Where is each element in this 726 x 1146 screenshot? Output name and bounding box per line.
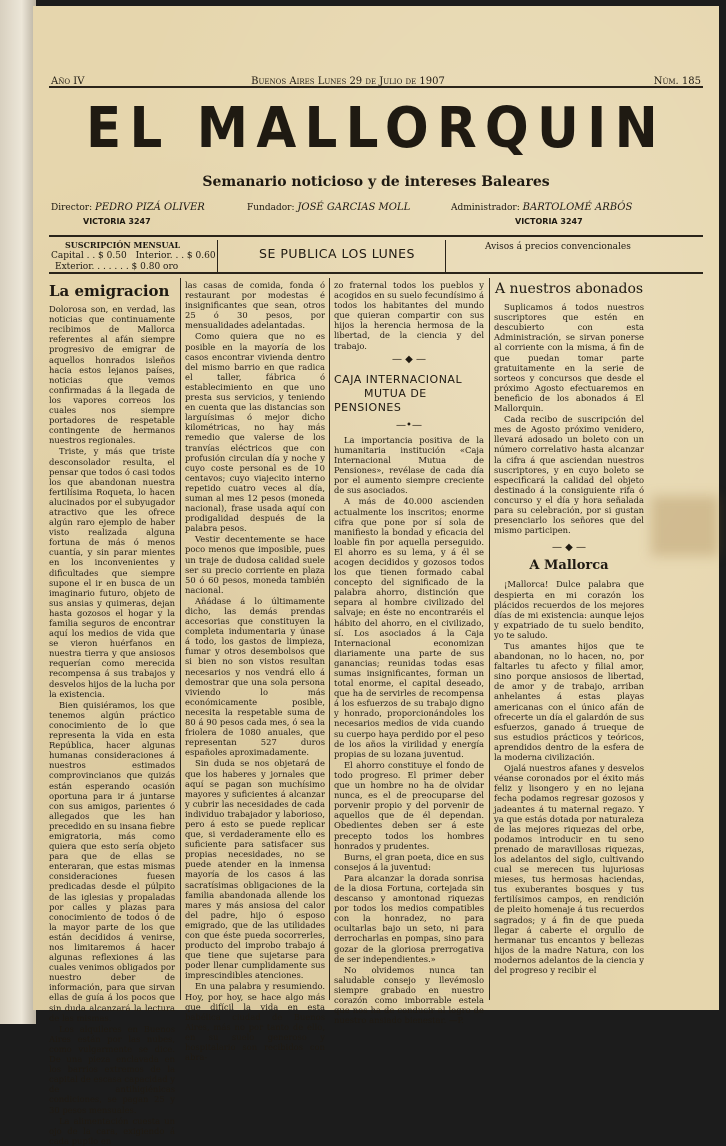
founder-label: Fundador: (247, 203, 295, 213)
section-title (334, 373, 484, 415)
divider (217, 240, 218, 272)
paragraph: Los alquileres en Buenos Aires están por las nubes, como vulgarmente se dice. De una pieza enclavada en los barrios extremos de la capital de escasa capacidad y de antihigiénicas condiciones, se pagan 25 y 30 pesos mensuales. (49, 1023, 175, 1115)
paragraph: En una palabra y resumiendo. Hoy, por hoy, se hace algo más que difícil la vida en esta babélica ciudad de Buenos Aires, más no por tanto de ello, en su suelo generoso y hospitalario son recibidos con abra- (185, 981, 325, 1063)
paragraph: Ojalá nuestros afanes y desvelos véanse coronados por el éxito más feliz y lisongero y en no lejana fecha podamos regresar gozosos y jadeantes á tu maternal regazo. Y ya que estás dotada por naturaleza de las mejores riquezas del orbe, podamos introducir en tu seno prenado de maravillosas riquezas, los adelantos del siglo, cultivando cual se merecen tus lujuriosas mieses, tus hermosas haciendas, tus exuberantes bosques y tus fertilísimos campos, en rendición de pleito homenaje á tus recuerdos sagrados; y á fin de que pueda llegar á caberte el orgullo de hermanar tus encantos y bellezas hijos de la madre Natura, con los modernos adelantos de la ciencia y del progreso y recibir el (494, 763, 644, 975)
admin-name: BARTOLOMÉ ARBÓS (522, 202, 633, 213)
director-name: PEDRO PIZÁ OLIVER (95, 202, 205, 213)
director-label: Director: (51, 203, 93, 213)
ornament: — ◆ — (391, 353, 427, 365)
column-abonados (494, 280, 644, 1004)
ornament: —•— (396, 419, 422, 431)
paragraph: Suplicamos á todos nuestros suscriptores que estén en descubierto con esta Administración, se sirvan ponerse al corriente con la misma, á fin de que puedan tomar parte gratuitamente en la serie de sorteos y concursos que desde el próximo Agosto efectuaremos en beneficio de los abonados á El Mallorquin. (494, 302, 644, 414)
column-rule (489, 278, 490, 1000)
paragraph: Tus amantes hijos que te abandonan, no lo hacen, no, por faltarles tu afecto y filial amor, sino porque ansiosos de libertad, de amor y de trabajo, arriban anhelantes á estas playas americanas con el único afán de ofrecerte un día el galardón de sus esfuerzos, ganado á trueque de sus estudios prácticos y teóricos, aprendidos dentro de la esfera de la moderna civilización. (494, 641, 644, 763)
section-title-line2: MUTUA DE PENSIONES (334, 386, 427, 414)
newspaper-subtitle: Semanario noticioso y de intereses Baleares (202, 174, 550, 190)
ornament: — ◆ — (551, 542, 587, 554)
subscription-capital: Capital . . $ 0.50 (51, 251, 127, 261)
column-caja (334, 280, 484, 1026)
paragraph: La alimentación cuesta un ojo de la cara, exigiendo á cada pupilo en (49, 1115, 175, 1146)
subscription-exterior: Exterior. . . . . . . $ 0.80 oro (55, 262, 179, 272)
stain (651, 496, 719, 556)
masthead-rule (49, 235, 703, 237)
newspaper-title: EL MALLORQUIN (86, 96, 666, 161)
issue-number: Núm. 185 (653, 76, 701, 87)
paragraph: Triste, y más que triste desconsolador resulta, el pensar que todos ó casi todos los que abandonan nuestra fertilísima Roqueta, lo hacen alucinados por el subyugador atractivo que les ofrece algún raro ejemplo de haber visto realizada alguna fortuna de más ó menos cuantía, y sin parar mientes en los inconvenientes y dificultades que siempre supone el ir en busca de un imaginario futuro, objeto de sus ansias y quimeras, dejan hasta gozosos el hogar y la familia seguros de encontrar aquí los medios de vida que se vieron huérfanos en nuestra tierra y que ansiosos requerían como merecida recompensa á sus trabajos y desvelos hijos de la lucha por la existencia. (49, 446, 175, 699)
paragraph: No olvidemos nunca tan saludable consejo y llevémoslo siempre grabado en nuestro corazón como imborrable estela que nos ha de conducir al logro de nuestro ansiado bienestar. —P. (334, 964, 484, 1026)
paragraph: zo fraternal todos los pueblos y acogidos en su suelo fecundísimo á todos los habitantes del mundo que quieran compartir con sus hijos la herencia hermosa de la libertad, de la ciencia y del trabajo. (334, 280, 484, 351)
admin-phone: VICTORIA 3247 (515, 217, 583, 226)
dateline: Buenos Aires Lunes 29 de Julio de 1907 (251, 76, 445, 87)
subscription-block (51, 240, 221, 273)
director-phone: VICTORIA 3247 (83, 217, 151, 226)
divider (445, 240, 446, 272)
article-title: A nuestros abonados (494, 281, 644, 297)
paragraph: Como quiera que no es posible en la mayoría de los casos encontrar vivienda dentro del mismo barrio en que radica el taller, fábrica ó establecimiento en que uno presta sus servicios, y teniendo en cuenta que las distancias son larguísimas ó mejor dicho kilométricas, no hay más remedio que valerse de los tranvías eléctricos que con profusión circulan día y noche y cuyo coste personal es de 10 centavos; cuyo viajecito interno repetido cuatro veces al día, suman al mes 12 pesos (moneda nacional), frase usada aquí con prodigalidad después de la palabra pesos. (185, 331, 325, 534)
article-title: La emigracion (49, 282, 170, 300)
paragraph: El ahorro constituye el fondo de todo progreso. El primer deber que un hombre no ha de olvidar nunca, es el de preocuparse del porvenir propio y del porvenir de aquellos que de él dependan. Obedientes deben ser á este precepto todos los hombres honrados y prudentes. (334, 759, 484, 851)
admin-label: Administrador: (451, 203, 520, 213)
admin-block (451, 202, 632, 226)
article-title: A Mallorca (529, 558, 609, 574)
founder-name: JOSÉ GARCIAS MOLL (297, 202, 411, 213)
paragraph: las casas de comida, fonda ó restaurant por modestas é insignificantes que sean, otros 25 ó 30 pesos, por mensualidades adelantadas. (185, 280, 325, 331)
header-bottom-rule (49, 272, 703, 274)
year-label: Año IV (51, 76, 85, 87)
ads-note: Avisos á precios convencionales (485, 242, 631, 252)
paragraph: Burns, el gran poeta, dice en sus consejos á la juventud: (334, 851, 484, 872)
column-rule (180, 278, 181, 1000)
newspaper-page (33, 6, 719, 1146)
section-title-line1: CAJA INTERNACIONAL (334, 372, 463, 386)
paragraph: Cada recibo de suscripción del mes de Agosto próximo venidero, llevará adosado un boleto con un número correlativo hasta alcanzar la cifra á que asciendan nuestros suscriptores, y en cuyo boleto se especificará la calidad del objeto destinado á la consiguiente rifa ó concurso y el día y hora señalada para su celebración, por si gustan presenciarlo los señores que del mismo participen. (494, 414, 644, 536)
paragraph: La importancia positiva de la humanitaria institución «Caja Internacional Mutua de Pensiones», revélase de cada día por el aumento siempre creciente de sus asociados. (334, 434, 484, 496)
column-rule (329, 278, 330, 1000)
column-emigracion (49, 280, 175, 1146)
director-block (51, 202, 205, 226)
subscription-heading: SUSCRIPCIÓN MENSUAL (65, 240, 181, 250)
paragraph: Dolorosa son, en verdad, las noticias que continuamente recibimos de Mallorca referentes al afán siempre progresivo de emigrar de aquellos honrados isleños hacia estos lejanos países, noticias que vemos confirmadas á la llegada de los vapores correos los cuales nos siempre portadores de respetable contingente de hermanos nuestros regionales. (49, 304, 175, 446)
page-edge (0, 0, 36, 1024)
paragraph: Sin duda se nos objetará de que los haberes y jornales que aquí se pagan son muchísimo mayores y suficientes á alcanzar y cubrir las necesidades de cada individuo trabajador y laborioso, pero á esto se puede replicar que, si verdaderamente ello es suficiente para satisfacer sus propias necesidades, no se puede atender en la inmensa mayoría de los casos á las sacratísimas obligaciones de la familia abandonada allende los mares y más ansiosa del calor del padre, hijo ó esposo emigrado, que de las utilidades con que éste pueda socorrerles, producto del improbo trabajo á que tiene que sujetarse para poder llenar cumplidamente sus imprescindibles atenciones. (185, 758, 325, 981)
paragraph: Añádase á lo últimamente dicho, las demás prendas accesorias que constituyen la completa indumentaria y únase á todo, los gastos de limpieza, fumar y otros desembolsos que si bien no son vistos resultan necesarios y nos vendrá ello á demostrar que una sola persona viviendo lo más económicamente posible, necesita la respetable suma de 80 á 90 pesos cada mes, ó sea la friolera de 1080 anuales, que representan 527 duros españoles aproximadamente. (185, 595, 325, 758)
paragraph: Para alcanzar la dorada sonrisa de la diosa Fortuna, cortejada sin descanso y amontonad riquezas por todos los medios compatibles con la honradez, no para ocultarlas bajo un seto, ni para derrocharlas en pompas, sino para gozar de la gloriosa prerrogativa de ser independientes.» (334, 872, 484, 964)
paragraph: Vestir decentemente se hace poco menos que imposible, pues un traje de dudosa calidad suele ser su precio corriente en plaza 50 ó 60 pesos, moneda también nacional. (185, 534, 325, 595)
subscription-interior: Interior. . . $ 0.60 (135, 251, 216, 261)
publication-banner: SE PUBLICA LOS LUNES (259, 246, 415, 261)
founder-block (247, 202, 410, 213)
paragraph: Bien quisiéramos, los que tenemos algún práctico conocimiento de lo que representa la vida en esta República, hacer algunas humanas consideraciones á nuestros estimados comprovincianos que quizás están esperando ocasión oportuna para ir á juntarse con sus amigos, parientes ó allegados que les han precedido en su insana fiebre emigratoria, más como quiera que esto sería objeto para que de ellas se enteraran, que estas mismas consideraciones fuesen predicadas desde el púlpito de las iglesias y propaladas por calles y plazas para conocimiento de todos ó de la mayor parte de los que están decididos á venirse, nos limitaremos á hacer algunas reflexiones á las cuales venimos obligados por nuestro deber de información, para que sirvan ellas de guía á los pocos que sin duda alcanzará la lectura de las mismas. (49, 699, 175, 1023)
paragraph: A más de 40.000 ascienden actualmente los inscritos; enorme cifra que pone por sí sola de manifiesto la bondad y eficacia del loable fin por aquella perseguido. El ahorro es su lema, y á él se acogen decididos y gozosos todos los que tienen formado cabal concepto del significado de la palabra ahorro, distinción que separa al hombre civilizado del salvaje; en éste no encontraréis el hábito del ahorro, en el civilizado, sí. Los asociados á la Caja Internacional economizan diariamente una parte de sus ganancias; reunidas todas esas sumas insignificantes, forman un total enorme, el capital deseado, que ha de servirles de recompensa á los esfuerzos de su trabajo digno y honrado, proporcionándoles los necesarios medios de vida cuando su cuerpo haya perdido por el peso de los años la virilidad y energía propias de su lozana juventud. (334, 496, 484, 759)
paragraph: ¡Mallorca! Dulce palabra que despierta en mi corazón los plácidos recuerdos de los mejores días de mi existencia: aunque lejos y expatriado de tu suelo bendito, yo te saludo. (494, 579, 644, 640)
column-emigracion-cont (185, 280, 325, 1063)
